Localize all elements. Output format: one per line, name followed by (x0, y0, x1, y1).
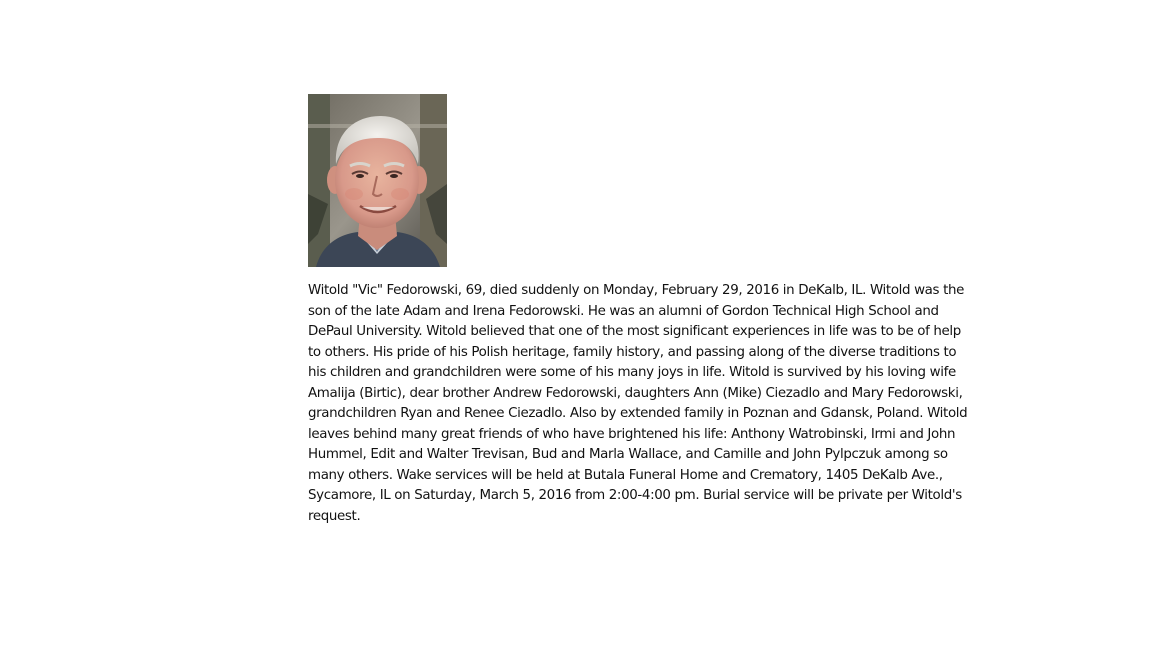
portrait-photo-icon (308, 94, 447, 267)
portrait-photo (308, 94, 447, 267)
obituary-text: Witold "Vic" Fedorowski, 69, died suddenly on Monday, February 29, 2016 in DeKalb, IL. Witold was the son of the late Adam and Irena Fedorowski. He was an alumni of Gordon Technical High School and DePaul University. Witold believed that one of the most significant experiences in life was to be of help to others. His pride of his Polish heritage, family history, and passing along of the diverse traditions to his children and grandchildren were some of his many joys in life. Witold is survived by his loving wife Amalija (Birtic), dear brother Andrew Fedorowski, daughters Ann (Mike) Ciezadlo and Mary Fedorowski, grandchildren Ryan and Renee Ciezadlo. Also by extended family in Poznan and Gdansk, Poland. Witold leaves behind many great friends of who have brightened his life: Anthony Watrobinski, Irmi and John Hummel, Edit and Walter Trevisan, Bud and Marla Wallace, and Camille and John Pylpczuk among so many others. Wake services will be held at Butala Funeral Home and Crematory, 1405 DeKalb Ave., Sycamore, IL on Saturday, March 5, 2016 from 2:00-4:00 pm. Burial service will be private per Witold's request. (308, 283, 968, 524)
